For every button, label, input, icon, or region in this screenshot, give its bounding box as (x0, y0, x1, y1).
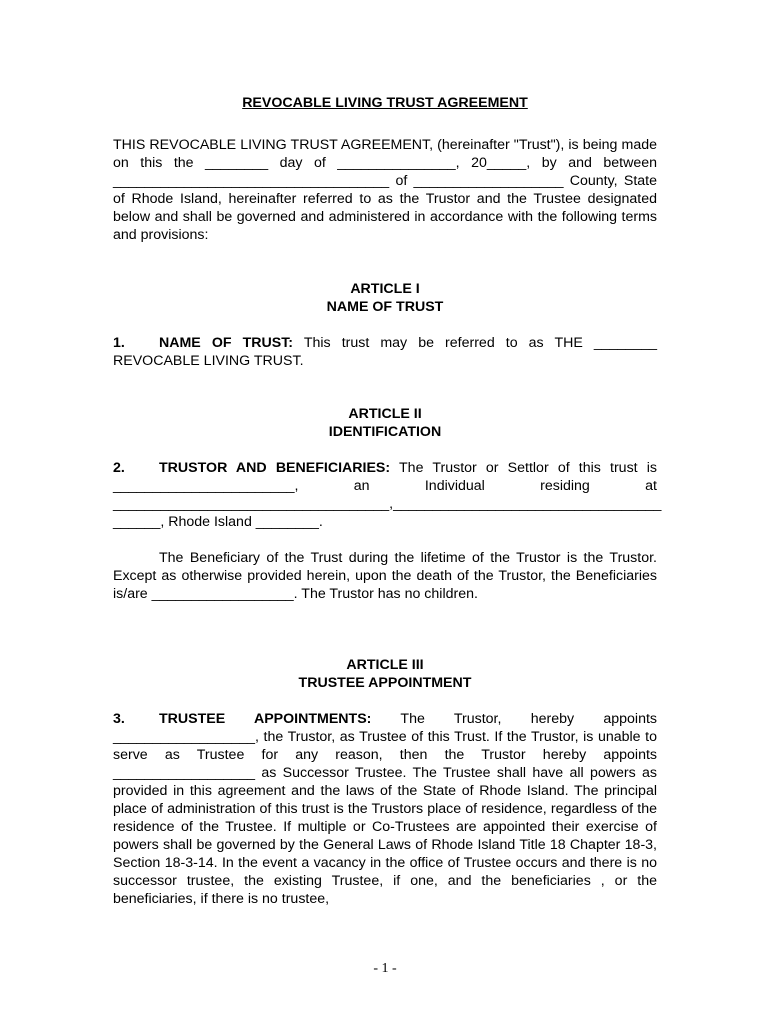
article-1-subheading: NAME OF TRUST (326, 299, 444, 315)
section-2-label: TRUSTOR AND BENEFICIARIES: (159, 460, 391, 476)
section-1-paragraph (113, 334, 657, 370)
section-1-number: 1. (113, 335, 125, 351)
section-3-number: 3. (113, 711, 125, 727)
section-1-label: NAME OF TRUST: (159, 335, 294, 351)
section-3-label: TRUSTEE APPOINTMENTS: (159, 711, 372, 727)
section-2-paragraph (113, 459, 662, 531)
article-1-heading: ARTICLE I (350, 281, 420, 297)
section-1-text: This trust may be referred to as THE ________ REVOCABLE LIVING TRUST. (113, 335, 657, 369)
document-page (113, 94, 662, 908)
section-2-text: The Trustor or Settlor of this trust is _______________________, an Individual residing at ___________________________________,__________________________________ ______, Rhode Island ________. (113, 460, 662, 530)
article-3-heading: ARTICLE III (346, 657, 424, 673)
intro-paragraph: THIS REVOCABLE LIVING TRUST AGREEMENT, (hereinafter "Trust"), is being made on this the ________ day of _______________, 20_____, by and between ___________________________________ of ___________________ County, State of Rhode Island, hereinafter referred to as the Trustor and the Trustee designated below and shall be governed and administered in accordance with the following terms and provisions: (113, 137, 657, 243)
section-3-text: The Trustor, hereby appoints __________________, the Trustor, as Trustee of this Trust. If the Trustor, is unable to serve as Trustee for any reason, then the Trustor hereby appoints __________________ as Successor Trustee. The Trustee shall have all powers as provided in this agreement and the laws of the State of Rhode Island. The principal place of administration of this trust is the Trustors place of residence, regardless of the residence of the Trustee. If multiple or Co-Trustees are appointed their exercise of powers shall be governed by the General Laws of Rhode Island Title 18 Chapter 18-3, Section 18-3-14. In the event a vacancy in the office of Trustee occurs and there is no successor trustee, the existing Trustee, if one, and the beneficiaries , or the beneficiaries, if there is no trustee, (113, 711, 657, 907)
section-3-paragraph (113, 710, 657, 908)
article-2-heading: ARTICLE II (348, 406, 422, 422)
page-number: - 1 - (373, 961, 397, 976)
document-title: REVOCABLE LIVING TRUST AGREEMENT (242, 95, 528, 111)
article-2-subheading: IDENTIFICATION (328, 424, 442, 440)
article-3-subheading: TRUSTEE APPOINTMENT (298, 675, 472, 691)
section-2-number: 2. (113, 460, 125, 476)
beneficiary-paragraph: The Beneficiary of the Trust during the lifetime of the Trustor is the Trustor. Except as otherwise provided herein, upon the death of the Trustor, the Beneficiaries is/are __________________. The Trustor has no children. (113, 550, 657, 602)
